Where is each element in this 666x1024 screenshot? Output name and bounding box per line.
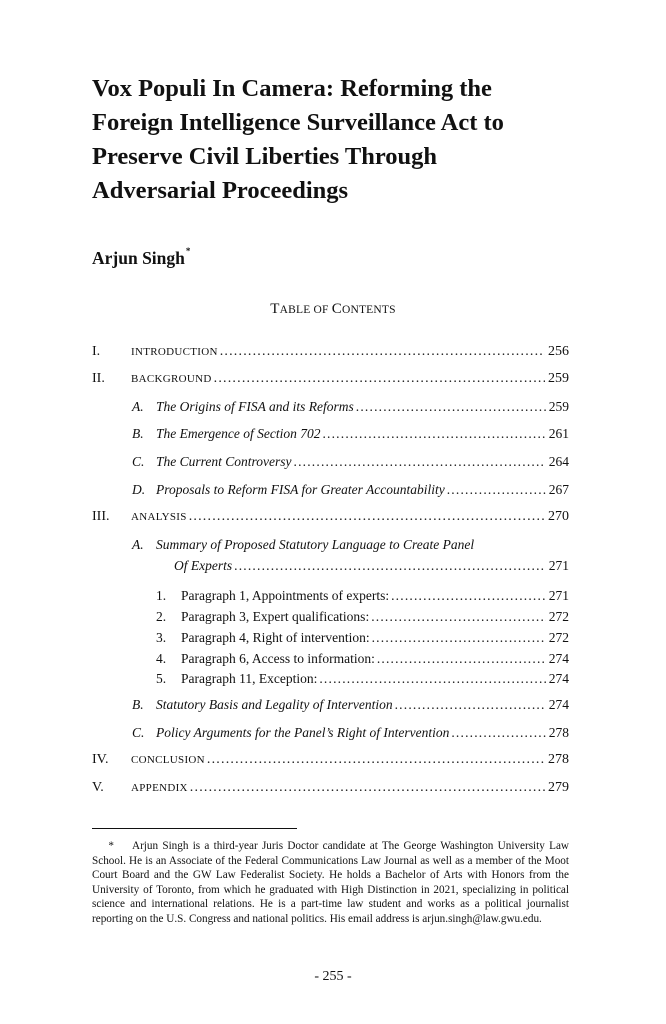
title-line: Adversarial Proceedings	[92, 177, 349, 204]
toc-entry-page: 259	[548, 399, 569, 414]
toc-entry-page: 278	[548, 725, 569, 740]
footnote-separator	[92, 828, 297, 829]
toc-entry-number: C.	[132, 454, 145, 469]
toc-entry[interactable]	[92, 341, 569, 363]
toc-entry-number: 4.	[156, 651, 167, 666]
toc-entry-page: 278	[548, 752, 569, 767]
toc-entry-number: IV.	[92, 752, 109, 767]
toc-entry-page: 271	[548, 588, 569, 603]
toc-entry-label: Paragraph 4, Right of intervention:	[181, 630, 370, 645]
toc-leader-dots	[214, 368, 545, 390]
toc-entry-number: V.	[92, 780, 104, 795]
toc-entry[interactable]	[92, 777, 569, 799]
toc-entry-label: Paragraph 6, Access to information:	[181, 651, 375, 666]
toc-entry[interactable]	[92, 722, 569, 744]
toc-entry-label: The Current Controversy	[156, 454, 292, 469]
toc-leader-dots	[371, 606, 546, 628]
toc-entry-number: C.	[132, 725, 145, 740]
toc-entry[interactable]	[92, 668, 569, 690]
toc-entry-page: 272	[548, 630, 569, 645]
toc-leader-dots	[377, 648, 546, 670]
toc-entry[interactable]	[92, 423, 569, 445]
toc-entry[interactable]	[92, 368, 569, 390]
toc-entry-page: 274	[548, 697, 569, 712]
toc-leader-dots	[451, 722, 545, 744]
toc-leader-dots	[356, 396, 546, 418]
toc-leader-dots	[395, 694, 546, 716]
toc-entry-label: Paragraph 11, Exception:	[181, 671, 318, 686]
toc-entry-number: II.	[92, 371, 105, 386]
toc-entry[interactable]	[92, 749, 569, 771]
toc-entry-label: CONCLUSION	[131, 754, 205, 766]
toc-entry-number: 3.	[156, 630, 167, 645]
toc-leader-dots	[372, 627, 546, 649]
toc-entry-label: Proposals to Reform FISA for Greater Accountability	[156, 482, 445, 497]
toc-entry-continuation[interactable]	[92, 555, 569, 577]
author-byline	[92, 248, 190, 269]
toc-entry[interactable]	[92, 506, 569, 528]
toc-entry-number: A.	[132, 537, 144, 552]
toc-entry[interactable]	[92, 627, 569, 649]
toc-entry-page: 267	[548, 482, 569, 497]
toc-entry-number: III.	[92, 509, 110, 524]
toc-entry-page: 274	[548, 671, 569, 686]
footnote-marker: *	[108, 840, 114, 852]
toc-entry-page: 279	[548, 780, 569, 795]
toc-entry-number: I.	[92, 344, 101, 359]
author-footnote	[92, 839, 569, 927]
toc-entry-page: 261	[548, 426, 569, 441]
footnote-text: Arjun Singh is a third-year Juris Doctor candidate at The George Washington University Law School. He is an Associate of the Federal Communications Law Journal as well as a member of the Moot Court Board and the GW Law Federalist Society. He holds a Bachelor of Arts with Honors from the University of Toronto, from which he graduated with High Distinction in 2021, specializing in political science and international relations. He is a part-time law student and works as a political journalist reporting on the U.S. Congress and national politics. His email address is arjun.singh@law.gwu.edu.	[92, 840, 569, 925]
toc-leader-dots	[322, 423, 545, 445]
toc-leader-dots	[294, 451, 546, 473]
toc-entry-page: 272	[548, 609, 569, 624]
toc-entry-number: A.	[132, 399, 144, 414]
author-footnote-marker[interactable]: *	[185, 246, 191, 256]
toc-leader-dots	[391, 585, 546, 607]
toc-entry-label: Summary of Proposed Statutory Language to Create Panel	[156, 537, 475, 552]
toc-entry[interactable]	[92, 585, 569, 607]
article-title	[92, 72, 592, 208]
toc-entry-label: The Origins of FISA and its Reforms	[156, 399, 354, 414]
title-line: Vox Populi In Camera: Reforming the	[92, 75, 492, 102]
toc-entry-label: The Emergence of Section 702	[156, 426, 321, 441]
toc-entry[interactable]	[92, 606, 569, 628]
toc-entry-label: Policy Arguments for the Panel’s Right of Intervention	[156, 725, 450, 740]
toc-leader-dots	[189, 506, 545, 528]
toc-entry-page: 271	[548, 558, 569, 573]
page-number: - 255 -	[314, 969, 352, 984]
title-line: Foreign Intelligence Surveillance Act to	[92, 109, 504, 136]
toc-entry-number: 1.	[156, 588, 167, 603]
toc-entry-number: D.	[132, 482, 146, 497]
toc-entry-label: ANALYSIS	[131, 511, 187, 523]
toc-entry-label: Statutory Basis and Legality of Intervention	[156, 697, 393, 712]
author-name: Arjun Singh	[92, 248, 185, 268]
toc-entry[interactable]	[92, 694, 569, 716]
toc-entry-number: 5.	[156, 671, 167, 686]
toc-entry-page: 274	[548, 651, 569, 666]
toc-entry[interactable]	[92, 648, 569, 670]
toc-leader-dots	[447, 479, 546, 501]
toc-entry[interactable]	[92, 451, 569, 473]
toc-entry-label: Paragraph 3, Expert qualifications:	[181, 609, 370, 624]
toc-entry-number: B.	[132, 697, 144, 712]
toc-entry-label: INTRODUCTION	[131, 346, 218, 358]
toc-entry-page: 259	[548, 371, 569, 386]
toc-entry-label: BACKGROUND	[131, 373, 212, 385]
toc-entry[interactable]	[92, 534, 569, 556]
toc-entry-label: APPENDIX	[131, 782, 188, 794]
toc-entry-number: B.	[132, 426, 144, 441]
toc-leader-dots	[207, 749, 545, 771]
toc-leader-dots	[220, 341, 545, 363]
toc-entry-page: 256	[548, 344, 569, 359]
toc-entry[interactable]	[92, 396, 569, 418]
toc-leader-dots	[190, 777, 545, 799]
toc-entry[interactable]	[92, 479, 569, 501]
title-line: Preserve Civil Liberties Through	[92, 143, 438, 170]
toc-leader-dots	[234, 555, 546, 577]
toc-leader-dots	[319, 668, 545, 690]
toc-entry-label: Paragraph 1, Appointments of experts:	[181, 588, 390, 603]
toc-entry-label-cont: Of Experts	[174, 558, 233, 573]
toc-entry-number: 2.	[156, 609, 167, 624]
toc-entry-page: 270	[548, 509, 569, 524]
toc-heading: TABLE OF CONTENTS	[270, 301, 396, 317]
toc-entry-page: 264	[548, 454, 569, 469]
